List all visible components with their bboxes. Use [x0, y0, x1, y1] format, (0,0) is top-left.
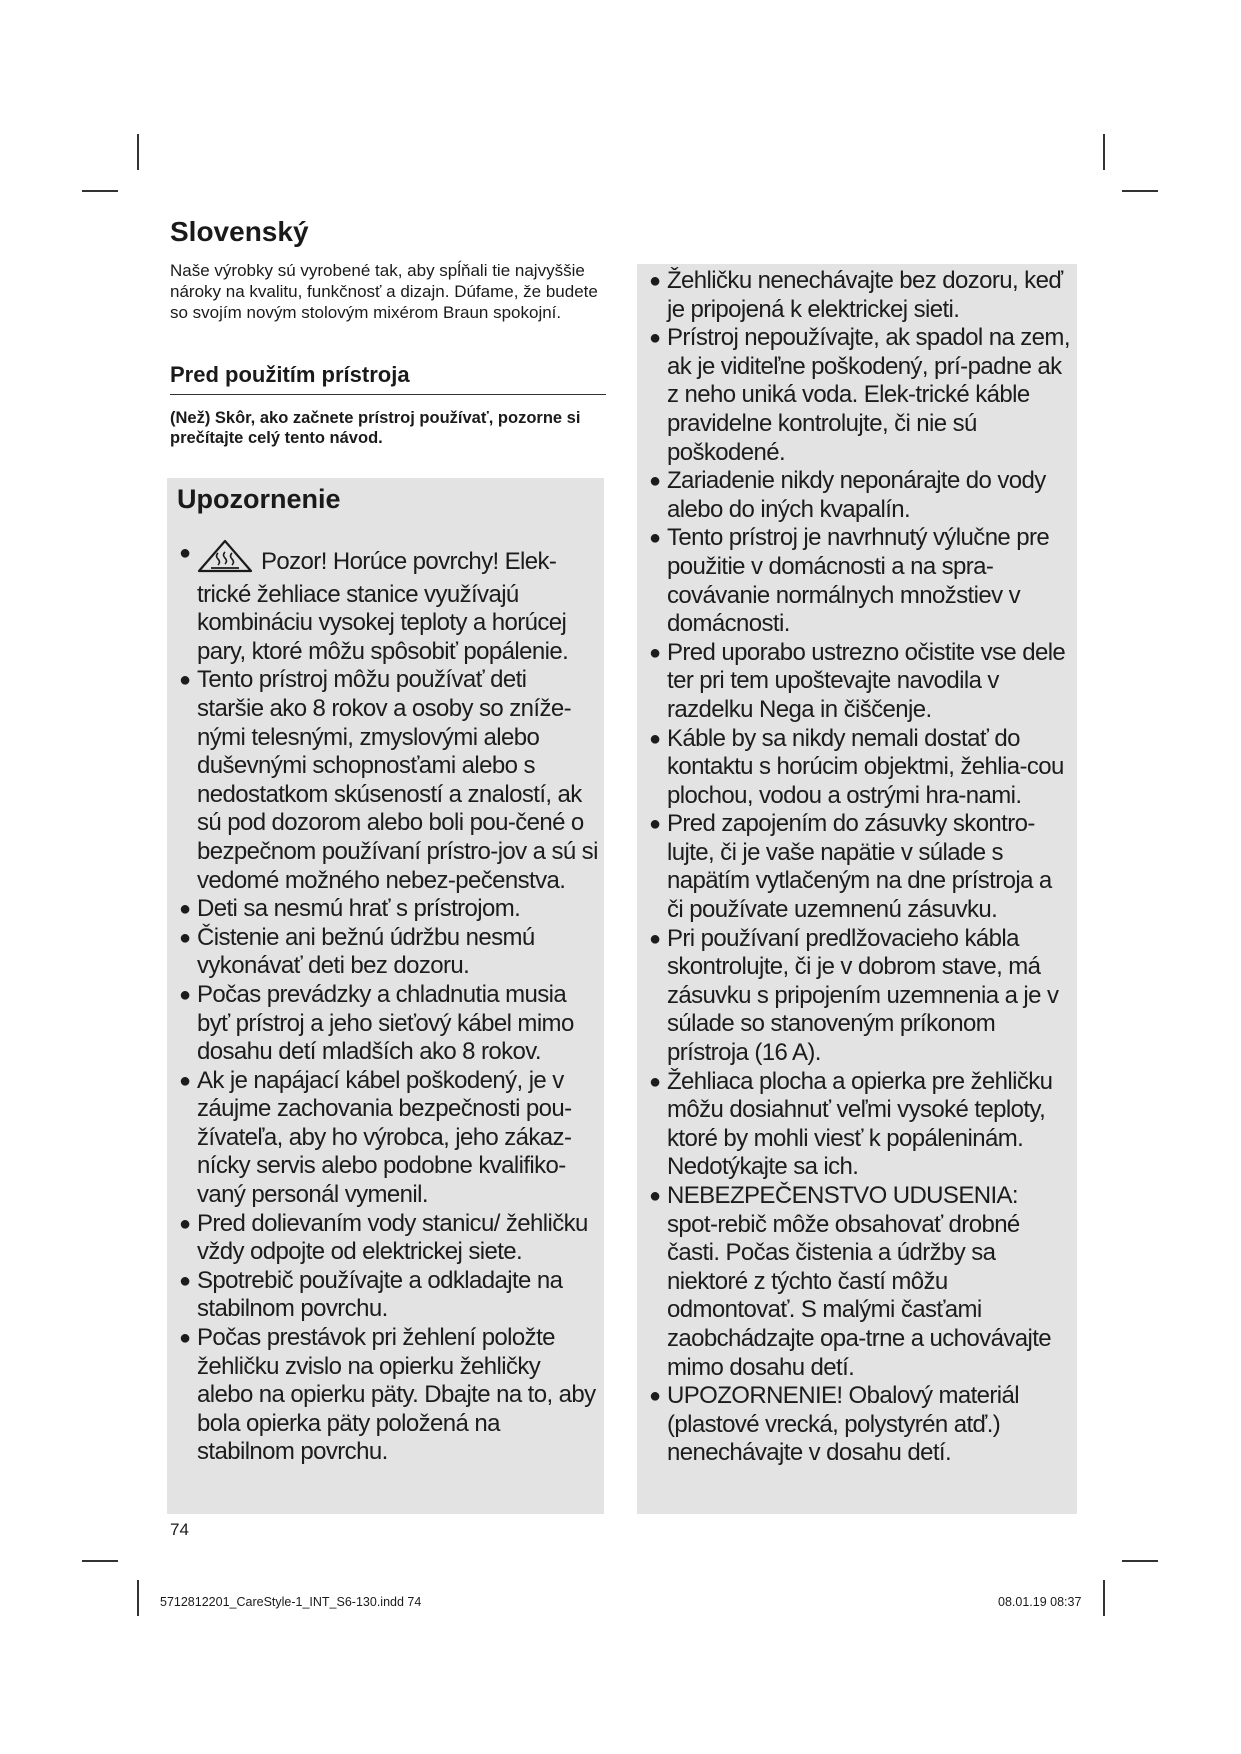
- bullet-dot-icon: ●: [649, 1070, 661, 1093]
- bullet-dot-icon: ●: [179, 1327, 191, 1350]
- bullet-dot-icon: ●: [649, 470, 661, 493]
- bullet-dot-icon: ●: [649, 270, 661, 292]
- bullet-dot-icon: ●: [649, 527, 661, 550]
- warning-list-item: [647, 267, 1071, 324]
- warning-list-item: [177, 1267, 598, 1324]
- before-use-heading: Pred použitím prístroja: [170, 362, 606, 395]
- crop-mark: [1103, 134, 1105, 170]
- warning-item-text: Prístroj nepoužívajte, ak spadol na zem, ak je viditeľne poškodený, prí-padne ak z neho uniká voda. Elek-trické káble pravidelne kontrolujte, či nie sú poškodené.: [667, 324, 1070, 466]
- bullet-dot-icon: ●: [179, 898, 191, 921]
- bullet-dot-icon: ●: [649, 327, 661, 350]
- warning-list-item: [647, 639, 1071, 725]
- crop-mark: [137, 1580, 139, 1616]
- bullet-dot-icon: ●: [179, 669, 191, 692]
- bullet-dot-icon: ●: [649, 1385, 661, 1408]
- warning-list-item: [177, 1067, 598, 1210]
- warning-item-text: Počas prestávok pri žehlení položte žehličku zvislo na opierku žehličky alebo na opierku päty. Dbajte na to, aby bola opierka päty položená na stabilnom povrchu.: [197, 1324, 596, 1466]
- warning-box-left: [167, 478, 604, 1514]
- warning-item-text: Žehliaca plocha a opierka pre žehličku môžu dosiahnuť veľmi vysoké teploty, ktoré by mohli viesť k popáleninám. Nedotýkajte sa ich.: [667, 1067, 1053, 1181]
- crop-mark: [1122, 1560, 1158, 1562]
- warning-list-right: [637, 267, 1077, 1468]
- warning-list-item: [647, 1382, 1071, 1468]
- warning-item-text: Pred uporabo ustrezno očistite vse dele ter pri tem upoštevajte navodila v razdelku Nega in čiščenje.: [667, 638, 1066, 723]
- crop-mark: [1122, 190, 1158, 192]
- bullet-dot-icon: ●: [649, 927, 661, 950]
- warning-item-text: Pozor! Horúce povrchy! Elek-trické žehliace stanice využívajú kombináciu vysokej teploty a horúcej pary, ktoré môžu spôsobiť popálenie.: [197, 548, 569, 665]
- warning-list-item: [647, 725, 1071, 811]
- crop-mark: [82, 190, 118, 192]
- warning-title: Upozornenie: [177, 484, 341, 514]
- warning-list-item: [647, 467, 1071, 524]
- warning-item-text: Deti sa nesmú hrať s prístrojom.: [197, 895, 521, 923]
- warning-item-text: Tento prístroj môžu používať deti staršie ako 8 rokov a osoby so zníže-nými telesnými, zmyslovými alebo duševnými schopnosťami alebo s nedostatkom skúseností a znalostí, ak sú pod dozorom alebo boli pou-čené o bezpečnom používaní prístro-jov a sú si vedomé možného nebez-pečenstva.: [197, 666, 598, 894]
- warning-item-text: UPOZORNENIE! Obalový materiál (plastové vrecká, polystyrén atď.) nenechávajte v dosahu detí.: [667, 1382, 1020, 1467]
- warning-list-item: [177, 666, 598, 895]
- bullet-dot-icon: ●: [649, 727, 661, 750]
- warning-item-text: Káble by sa nikdy nemali dostať do kontaktu s horúcim objektmi, žehlia-cou plochou, vodou a ostrými hra-nami.: [667, 724, 1064, 809]
- bullet-dot-icon: ●: [649, 641, 661, 664]
- warning-item-text: NEBEZPEČENSTVO UDUSENIA: spot-rebič môže obsahovať drobné časti. Počas čistenia a údržby sa niektoré z týchto častí môžu odmontovať. S malými časťami zaobchádzajte opa-trne a uchovávajte mimo dosahu detí.: [667, 1182, 1052, 1381]
- warning-list-item: [177, 981, 598, 1067]
- warning-list-item: [177, 1210, 598, 1267]
- warning-item-text: Pred zapojením do zásuvky skontro-lujte, či je vaše napätie v súlade s napätím vytlačeným na dne prístroja a či používate uzemnenú zásuvku.: [667, 810, 1052, 924]
- warning-item-text: Pri používaní predlžovacieho kábla skontrolujte, či je v dobrom stave, má zásuvku s pripojením uzemnenia a je v súlade so stanoveným príkonom prístroja (16 A).: [667, 924, 1059, 1067]
- warning-list-item: [647, 1182, 1071, 1382]
- page-number: 74: [170, 1520, 189, 1539]
- warning-list-left: [167, 539, 604, 1467]
- warning-item-text: Zariadenie nikdy neponárajte do vody alebo do iných kvapalín.: [667, 467, 1046, 523]
- intro-text: Naše výrobky sú vyrobené tak, aby spĺňali tie najvyššie nároky na kvalitu, funkčnosť a dizajn. Dúfame, že budete so svojím novým stolovým mixérom Braun spokojní.: [170, 261, 598, 322]
- warning-item-text: Tento prístroj je navrhnutý výlučne pre použitie v domácnosti a na spra-covávanie normálnych množstiev v domácnosti.: [667, 524, 1050, 638]
- footer-date: 08.01.19 08:37: [998, 1595, 1082, 1609]
- warning-list-item: [177, 1324, 598, 1467]
- warning-list-item: [177, 924, 598, 981]
- bullet-dot-icon: ●: [649, 1185, 661, 1207]
- warning-item-text: Žehličku nenechávajte bez dozoru, keď je pripojená k elektrickej sieti.: [667, 267, 1063, 323]
- warning-list-item: [647, 524, 1071, 638]
- warning-list-item: [647, 324, 1071, 467]
- crop-mark: [1103, 1580, 1105, 1616]
- bullet-dot-icon: ●: [179, 1269, 191, 1292]
- bullet-dot-icon: ●: [179, 926, 191, 949]
- warning-item-text: Pred dolievaním vody stanicu/ žehličku vždy odpojte od elektrickej siete.: [197, 1209, 588, 1266]
- crop-mark: [82, 1560, 118, 1562]
- bullet-dot-icon: ●: [179, 1212, 191, 1235]
- warning-item-text: Počas prevádzky a chladnutia musia byť prístroj a jeho sieťový kábel mimo dosahu detí mladších ako 8 rokov.: [197, 980, 574, 1066]
- warning-item-text: Ak je napájací kábel poškodený, je v záujme zachovania bezpečnosti pou-žívateľa, aby ho výrobca, jeho zákaz-nícky servis alebo podobne kvalifiko-vaný personál vymenil.: [197, 1066, 572, 1209]
- warning-list-item: [647, 925, 1071, 1068]
- language-title: Slovenský: [170, 216, 309, 247]
- warning-item-text: Čistenie ani bežnú údržbu nesmú vykonávať deti bez dozoru.: [197, 923, 535, 980]
- footer-file-name: 5712812201_CareStyle-1_INT_S6-130.indd 74: [160, 1595, 422, 1609]
- warning-list-item: [647, 1068, 1071, 1182]
- warning-item-text: Spotrebič používajte a odkladajte na stabilnom povrchu.: [197, 1266, 563, 1323]
- crop-mark: [137, 134, 139, 170]
- warning-box-right: [637, 264, 1077, 1514]
- bullet-dot-icon: ●: [649, 813, 661, 836]
- before-use-lead: (Než) Skôr, ako začnete prístroj používať, pozorne si prečítajte celý tento návod.: [170, 409, 581, 447]
- bullet-dot-icon: ●: [179, 1069, 191, 1092]
- warning-list-item: [177, 539, 598, 666]
- hot-surface-warning-icon: [197, 539, 253, 581]
- warning-list-item: [177, 895, 598, 924]
- bullet-dot-icon: ●: [179, 542, 191, 564]
- warning-list-item: [647, 810, 1071, 924]
- bullet-dot-icon: ●: [179, 983, 191, 1006]
